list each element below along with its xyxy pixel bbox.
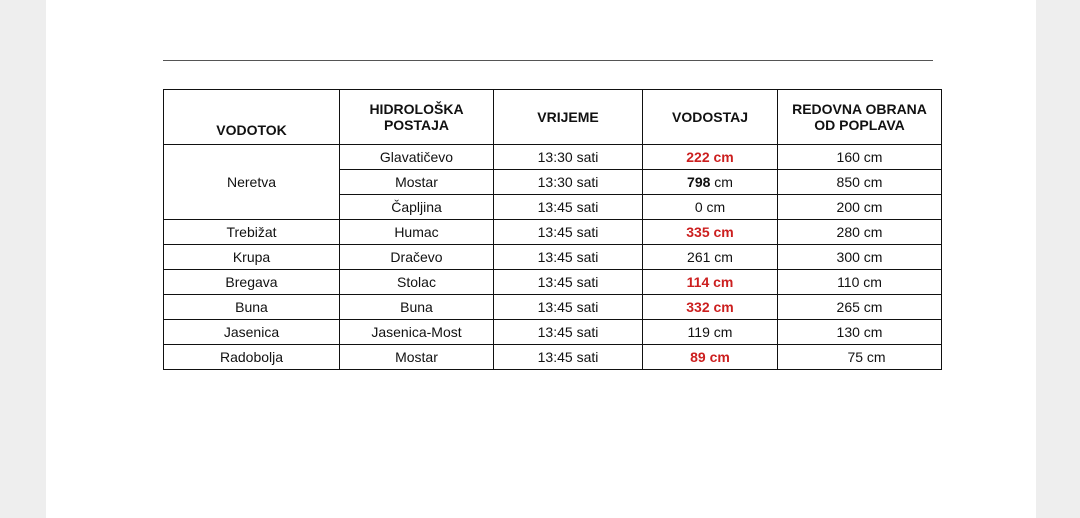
cell-vodostaj: 89 cm bbox=[643, 345, 778, 370]
cell-postaja: Jasenica-Most bbox=[340, 320, 494, 345]
cell-obrana: 75 cm bbox=[778, 345, 942, 370]
header-obrana: REDOVNA OBRANA OD POPLAVA bbox=[778, 90, 942, 145]
cell-vrijeme: 13:45 sati bbox=[494, 220, 643, 245]
cell-vodostaj: 0 cm bbox=[643, 195, 778, 220]
cell-vrijeme: 13:45 sati bbox=[494, 345, 643, 370]
header-vodostaj: VODOSTAJ bbox=[643, 90, 778, 145]
cell-postaja: Mostar bbox=[340, 170, 494, 195]
header-postaja: HIDROLOŠKA POSTAJA bbox=[340, 90, 494, 145]
document-page bbox=[46, 0, 1036, 518]
water-level-table bbox=[163, 89, 942, 370]
cell-vodotok: Krupa bbox=[164, 245, 340, 270]
cell-vodotok: Radobolja bbox=[164, 345, 340, 370]
cell-vrijeme: 13:45 sati bbox=[494, 195, 643, 220]
horizontal-rule bbox=[163, 60, 933, 61]
cell-vodostaj: 798 cm bbox=[643, 170, 778, 195]
table-row bbox=[164, 245, 942, 270]
cell-vodotok: Jasenica bbox=[164, 320, 340, 345]
cell-vodotok: Buna bbox=[164, 295, 340, 320]
cell-vrijeme: 13:45 sati bbox=[494, 270, 643, 295]
table-row bbox=[164, 295, 942, 320]
cell-vodostaj: 335 cm bbox=[643, 220, 778, 245]
cell-obrana: 265 cm bbox=[778, 295, 942, 320]
cell-postaja: Glavatičevo bbox=[340, 145, 494, 170]
cell-obrana: 300 cm bbox=[778, 245, 942, 270]
cell-vodostaj: 261 cm bbox=[643, 245, 778, 270]
cell-postaja: Buna bbox=[340, 295, 494, 320]
cell-postaja: Dračevo bbox=[340, 245, 494, 270]
cell-vodotok: Neretva bbox=[164, 145, 340, 220]
cell-vodotok: Trebižat bbox=[164, 220, 340, 245]
cell-vrijeme: 13:30 sati bbox=[494, 145, 643, 170]
cell-vrijeme: 13:45 sati bbox=[494, 245, 643, 270]
table-header-row bbox=[164, 90, 942, 145]
cell-obrana: 110 cm bbox=[778, 270, 942, 295]
cell-vodostaj: 332 cm bbox=[643, 295, 778, 320]
cell-obrana: 280 cm bbox=[778, 220, 942, 245]
cell-obrana: 850 cm bbox=[778, 170, 942, 195]
table-row bbox=[164, 270, 942, 295]
cell-postaja: Humac bbox=[340, 220, 494, 245]
table-row bbox=[164, 320, 942, 345]
cell-vrijeme: 13:45 sati bbox=[494, 320, 643, 345]
table-row bbox=[164, 145, 942, 170]
cell-vodostaj: 222 cm bbox=[643, 145, 778, 170]
cell-vrijeme: 13:45 sati bbox=[494, 295, 643, 320]
header-vodotok: VODOTOK bbox=[164, 90, 340, 145]
header-vrijeme: VRIJEME bbox=[494, 90, 643, 145]
cell-vrijeme: 13:30 sati bbox=[494, 170, 643, 195]
table-row bbox=[164, 345, 942, 370]
cell-obrana: 160 cm bbox=[778, 145, 942, 170]
cell-vodostaj: 119 cm bbox=[643, 320, 778, 345]
cell-postaja: Čapljina bbox=[340, 195, 494, 220]
cell-postaja: Stolac bbox=[340, 270, 494, 295]
cell-vodostaj: 114 cm bbox=[643, 270, 778, 295]
cell-obrana: 200 cm bbox=[778, 195, 942, 220]
cell-postaja: Mostar bbox=[340, 345, 494, 370]
cell-obrana: 130 cm bbox=[778, 320, 942, 345]
cell-vodotok: Bregava bbox=[164, 270, 340, 295]
table-row bbox=[164, 220, 942, 245]
